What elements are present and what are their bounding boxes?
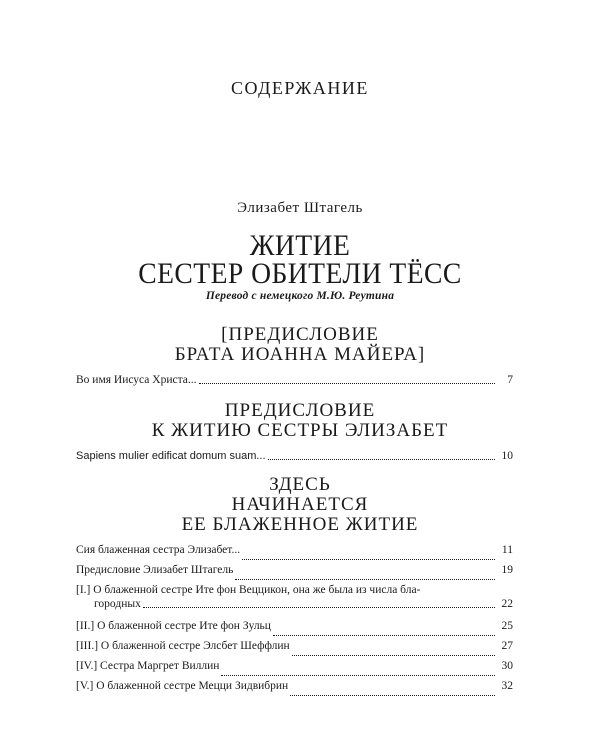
contents-title: СОДЕРЖАНИЕ bbox=[231, 78, 369, 98]
toc-entry[interactable] bbox=[76, 449, 513, 463]
section1-heading-line2: БРАТА ИОАННА МАЙЕРА] bbox=[174, 344, 426, 365]
leader-dots bbox=[143, 606, 495, 608]
toc-entry-label: Предисловие Элизабет Штагель bbox=[76, 564, 234, 576]
leader-dots bbox=[242, 558, 495, 560]
section2-toc bbox=[76, 449, 513, 463]
section2-heading-line2: К ЖИТИЮ СЕСТРЫ ЭЛИЗАБЕТ bbox=[151, 420, 449, 441]
toc-entry[interactable] bbox=[76, 543, 513, 563]
section3-heading-line2: НАЧИНАЕТСЯ bbox=[231, 494, 369, 515]
section1-heading-line1: [ПРЕДИСЛОВИЕ bbox=[221, 324, 379, 345]
toc-entry-label: Сия блаженная сестра Элизабет... bbox=[76, 544, 241, 556]
toc-entry-label: [IV.] Сестра Маргрет Виллин bbox=[76, 660, 220, 672]
leader-dots bbox=[273, 634, 495, 636]
toc-entry-label: Во имя Иисуса Христа... bbox=[76, 374, 197, 386]
translator-credit: Перевод с немецкого М.Ю. Реутина bbox=[205, 290, 395, 302]
toc-entry-label: [II.] О блаженной сестре Ите фон Зульц bbox=[76, 620, 271, 632]
leader-dots bbox=[199, 382, 496, 384]
toc-entry-label-line1: [I.] О блаженной сестре Ите фон Веццикон, она же была из числа бла- bbox=[76, 584, 421, 596]
toc-entry[interactable] bbox=[76, 679, 513, 699]
section3-heading-line3: ЕЕ БЛАЖЕННОЕ ЖИТИЕ bbox=[181, 514, 419, 535]
toc-entry-label-line2: городных bbox=[94, 598, 141, 610]
toc-entry-page: 30 bbox=[501, 660, 513, 672]
main-title-line2: СЕСТЕР ОБИТЕЛИ ТЁСС bbox=[138, 257, 462, 290]
toc-entry[interactable] bbox=[76, 659, 513, 679]
toc-entry-page: 25 bbox=[501, 620, 513, 632]
section3-heading-line1: ЗДЕСЬ bbox=[269, 474, 331, 495]
leader-dots bbox=[292, 654, 495, 656]
toc-entry[interactable] bbox=[76, 619, 513, 639]
toc-entry-page: 27 bbox=[501, 640, 513, 652]
main-title-line1: ЖИТИЕ bbox=[249, 229, 351, 262]
toc-entry-page: 10 bbox=[501, 450, 513, 462]
section1-toc bbox=[76, 373, 513, 387]
leader-dots bbox=[221, 674, 495, 676]
toc-entry[interactable] bbox=[76, 639, 513, 659]
toc-entry-label: [III.] О блаженной сестре Элсбет Шеффлин bbox=[76, 640, 290, 652]
toc-entry[interactable] bbox=[76, 373, 513, 387]
toc-entry-page: 32 bbox=[501, 680, 513, 692]
section3-toc bbox=[76, 543, 513, 699]
toc-entry[interactable] bbox=[76, 563, 513, 583]
leader-dots bbox=[290, 694, 495, 696]
toc-entry-multiline[interactable] bbox=[76, 583, 513, 619]
leader-dots bbox=[268, 458, 495, 460]
author-name: Элизабет Штагель bbox=[237, 200, 363, 216]
toc-entry-label: Sapiens mulier edificat domum suam... bbox=[76, 450, 266, 462]
toc-entry-page: 19 bbox=[501, 564, 513, 576]
leader-dots bbox=[235, 578, 495, 580]
toc-entry-page: 22 bbox=[501, 598, 513, 610]
toc-entry-label: [V.] О блаженной сестре Мецци Зидвибрин bbox=[76, 680, 289, 692]
section2-heading-line1: ПРЕДИСЛОВИЕ bbox=[224, 400, 376, 421]
toc-entry-page: 11 bbox=[501, 544, 513, 556]
toc-entry-page: 7 bbox=[507, 374, 513, 386]
